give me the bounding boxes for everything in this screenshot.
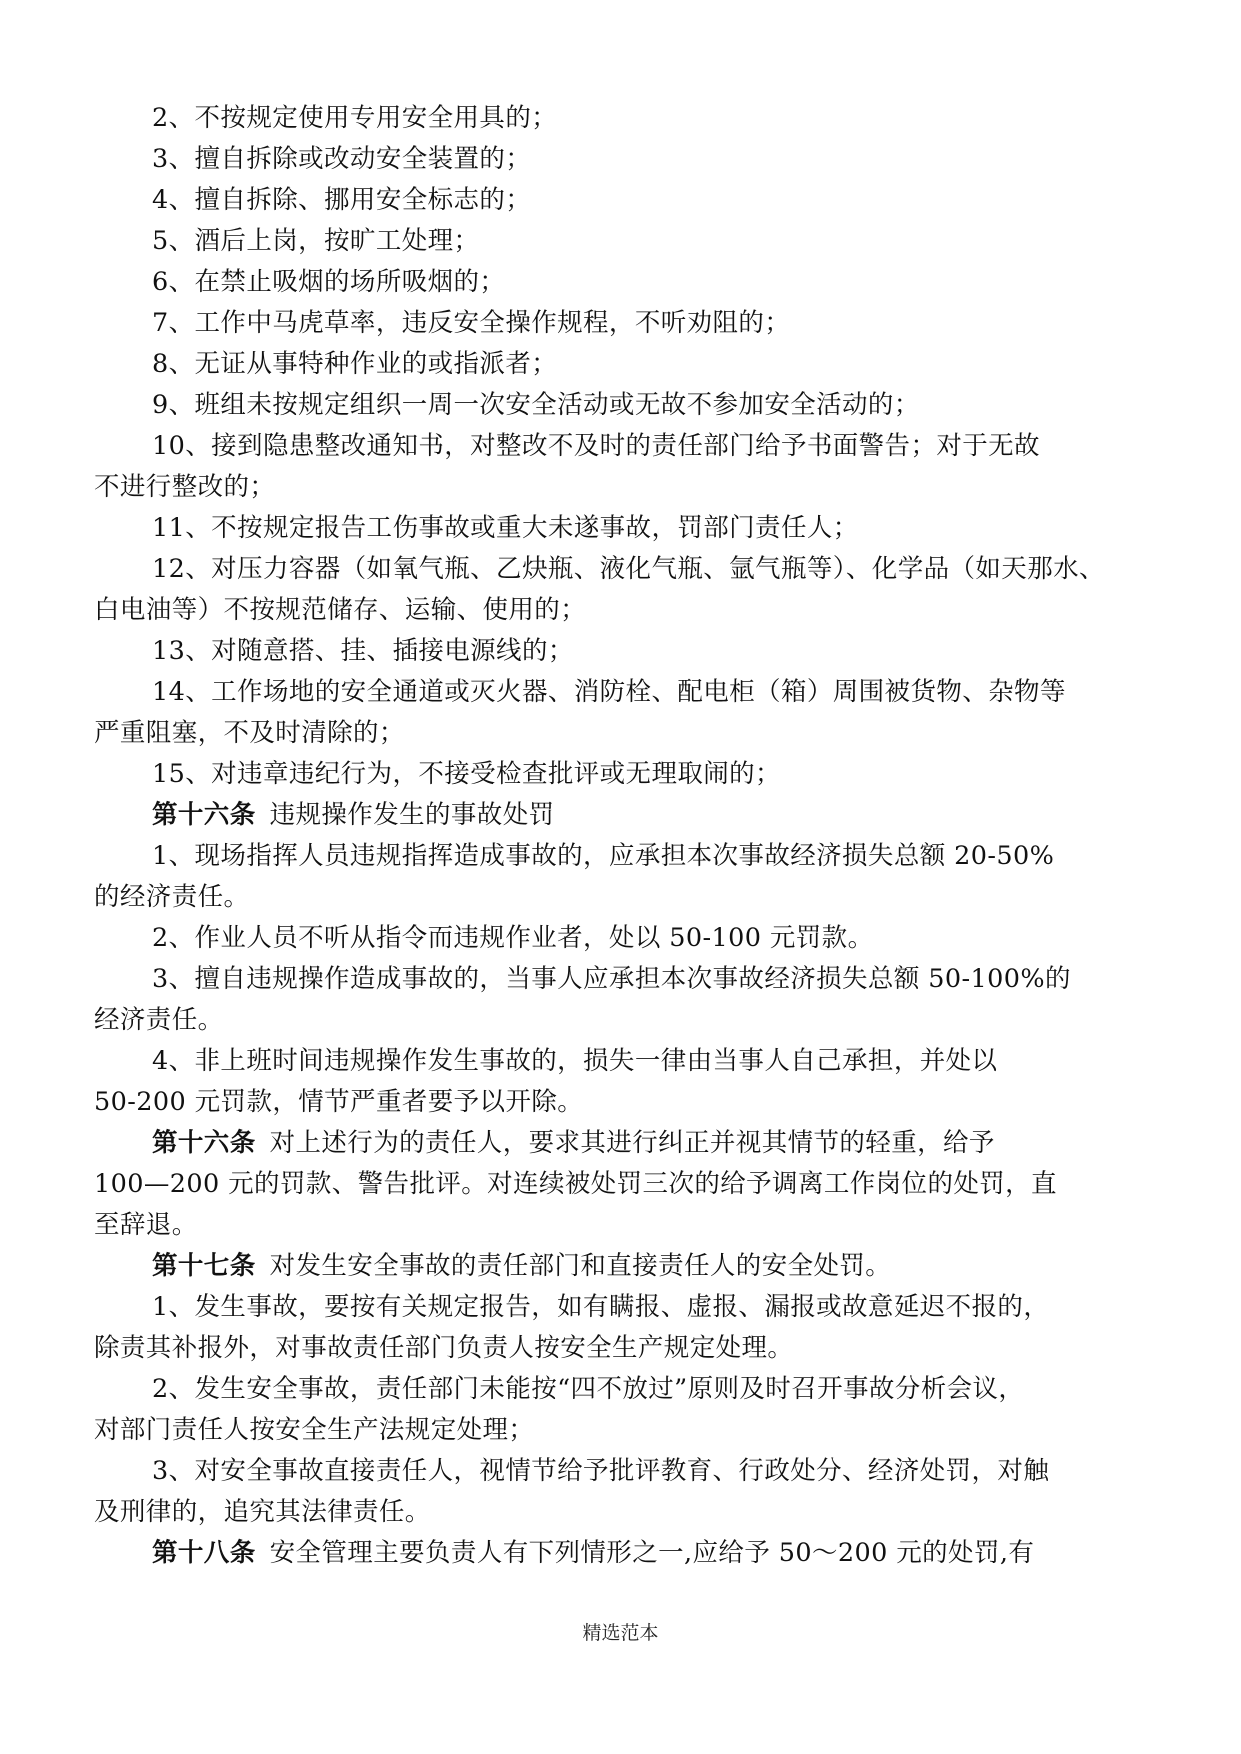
clause-paragraph	[94, 426, 1156, 508]
line-text: 不进行整改的；	[94, 472, 276, 502]
line-text: 严重阻塞，不及时清除的；	[94, 718, 405, 748]
text-line	[94, 1492, 1156, 1533]
article-paragraph	[94, 1533, 1156, 1574]
text-line	[94, 590, 1156, 631]
text-line	[94, 1328, 1156, 1369]
line-text: 50-200 元罚款，情节严重者要予以开除。	[94, 1087, 584, 1117]
clause-paragraph	[94, 385, 1156, 426]
text-line	[94, 713, 1156, 754]
text-line	[94, 467, 1156, 508]
text-line	[94, 262, 1156, 303]
line-text: 15、对违章违纪行为，不接受检查批评或无理取闹的；	[152, 759, 781, 789]
article-heading: 第十七条	[152, 1251, 256, 1281]
line-text: 对部门责任人按安全生产法规定处理；	[94, 1415, 535, 1445]
clause-paragraph	[94, 344, 1156, 385]
text-line	[94, 1533, 1156, 1574]
line-text: 4、擅自拆除、挪用安全标志的；	[152, 185, 532, 215]
line-text: 6、在禁止吸烟的场所吸烟的；	[152, 267, 506, 297]
text-line	[94, 754, 1156, 795]
article-heading: 第十八条	[152, 1538, 256, 1568]
article-paragraph	[94, 1123, 1156, 1246]
clause-paragraph	[94, 508, 1156, 549]
article-paragraph	[94, 795, 1156, 836]
line-text: 经济责任。	[94, 1005, 224, 1035]
clause-paragraph	[94, 139, 1156, 180]
line-text: 2、发生安全事故，责任部门未能按“四不放过”原则及时召开事故分析会议，	[152, 1374, 1025, 1404]
clause-paragraph	[94, 180, 1156, 221]
text-line	[94, 508, 1156, 549]
line-text: 5、酒后上岗，按旷工处理；	[152, 226, 480, 256]
text-line	[94, 1451, 1156, 1492]
line-text: 对发生安全事故的责任部门和直接责任人的安全处罚。	[269, 1251, 892, 1281]
clause-paragraph	[94, 221, 1156, 262]
clause-paragraph	[94, 918, 1156, 959]
clause-paragraph	[94, 959, 1156, 1041]
clause-paragraph	[94, 836, 1156, 918]
line-text: 7、工作中马虎草率，违反安全操作规程，不听劝阻的；	[152, 308, 791, 338]
document-body	[94, 98, 1156, 1574]
clause-paragraph	[94, 98, 1156, 139]
page-footer: 精选范本	[582, 1622, 659, 1644]
line-text: 10、接到隐患整改通知书，对整改不及时的责任部门给予书面警告；对于无故	[152, 431, 1040, 461]
text-line	[94, 426, 1156, 467]
line-text: 的经济责任。	[94, 882, 250, 912]
line-text: 4、非上班时间违规操作发生事故的，损失一律由当事人自己承担，并处以	[152, 1046, 998, 1076]
clause-paragraph	[94, 1451, 1156, 1533]
line-text: 至辞退。	[94, 1210, 198, 1240]
text-line	[94, 918, 1156, 959]
text-line	[94, 98, 1156, 139]
text-line	[94, 549, 1156, 590]
line-text: 3、擅自拆除或改动安全装置的；	[152, 144, 532, 174]
line-text: 2、作业人员不听从指令而违规作业者，处以 50-100 元罚款。	[152, 923, 874, 953]
text-line	[94, 221, 1156, 262]
line-text: 9、班组未按规定组织一周一次安全活动或无故不参加安全活动的；	[152, 390, 920, 420]
line-text: 违规操作发生的事故处罚	[269, 800, 555, 830]
line-text: 对上述行为的责任人，要求其进行纠正并视其情节的轻重，给予	[269, 1128, 995, 1158]
line-text: 11、不按规定报告工伤事故或重大未遂事故，罚部门责任人；	[152, 513, 859, 543]
text-line	[94, 672, 1156, 713]
line-text: 100—200 元的罚款、警告批评。对连续被处罚三次的给予调离工作岗位的处罚，直	[94, 1169, 1057, 1199]
text-line	[94, 139, 1156, 180]
clause-paragraph	[94, 262, 1156, 303]
clause-paragraph	[94, 549, 1156, 631]
text-line	[94, 385, 1156, 426]
clause-paragraph	[94, 631, 1156, 672]
text-line	[94, 1000, 1156, 1041]
line-text: 1、现场指挥人员违规指挥造成事故的，应承担本次事故经济损失总额 20-50%	[152, 841, 1055, 871]
line-text: 13、对随意搭、挂、插接电源线的；	[152, 636, 574, 666]
text-line	[94, 959, 1156, 1000]
article-heading: 第十六条	[152, 800, 256, 830]
text-line	[94, 303, 1156, 344]
clause-paragraph	[94, 303, 1156, 344]
line-text: 12、对压力容器（如氧气瓶、乙炔瓶、液化气瓶、氩气瓶等）、化学品（如天那水、	[152, 554, 1105, 584]
clause-paragraph	[94, 672, 1156, 754]
line-text: 及刑律的，追究其法律责任。	[94, 1497, 431, 1527]
text-line	[94, 1287, 1156, 1328]
line-text: 1、发生事故，要按有关规定报告，如有瞒报、虚报、漏报或故意延迟不报的，	[152, 1292, 1050, 1322]
text-line	[94, 344, 1156, 385]
text-line	[94, 180, 1156, 221]
line-text: 3、擅自违规操作造成事故的，当事人应承担本次事故经济损失总额 50-100%的	[152, 964, 1071, 994]
text-line	[94, 1082, 1156, 1123]
text-line	[94, 1041, 1156, 1082]
line-text: 安全管理主要负责人有下列情形之一,应给予 50～200 元的处罚,有	[269, 1538, 1035, 1568]
text-line	[94, 1246, 1156, 1287]
text-line	[94, 836, 1156, 877]
article-paragraph	[94, 1246, 1156, 1287]
text-line	[94, 631, 1156, 672]
text-line	[94, 1123, 1156, 1164]
line-text: 除责其补报外，对事故责任部门负责人按安全生产规定处理。	[94, 1333, 794, 1363]
clause-paragraph	[94, 1041, 1156, 1123]
text-line	[94, 1205, 1156, 1246]
text-line	[94, 1369, 1156, 1410]
line-text: 白电油等）不按规范储存、运输、使用的；	[94, 595, 587, 625]
text-line	[94, 1164, 1156, 1205]
text-line	[94, 795, 1156, 836]
line-text: 8、无证从事特种作业的或指派者；	[152, 349, 558, 379]
line-text: 2、不按规定使用专用安全用具的；	[152, 103, 558, 133]
line-text: 14、工作场地的安全通道或灭火器、消防栓、配电柜（箱）周围被货物、杂物等	[152, 677, 1066, 707]
clause-paragraph	[94, 1369, 1156, 1451]
text-line	[94, 877, 1156, 918]
line-text: 3、对安全事故直接责任人，视情节给予批评教育、行政处分、经济处罚，对触	[152, 1456, 1050, 1486]
clause-paragraph	[94, 754, 1156, 795]
article-heading: 第十六条	[152, 1128, 256, 1158]
clause-paragraph	[94, 1287, 1156, 1369]
text-line	[94, 1410, 1156, 1451]
